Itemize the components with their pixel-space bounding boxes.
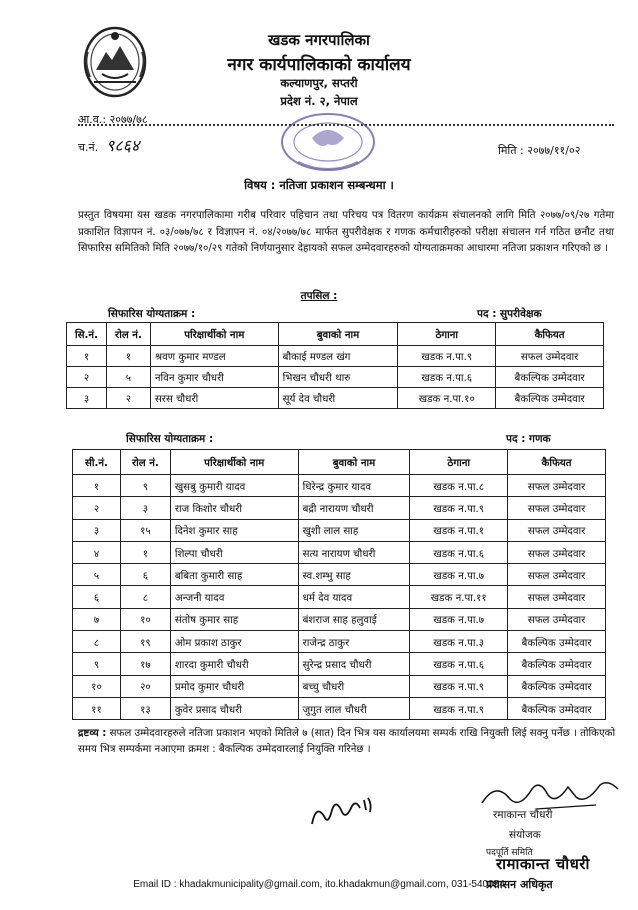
- cell-address: खडक न.पा.९: [410, 697, 508, 719]
- cell-sn: ५: [73, 564, 121, 586]
- cell-roll: १७: [120, 653, 170, 675]
- table-row: [73, 519, 606, 541]
- cell-roll: ६: [120, 564, 170, 586]
- table-row: [67, 367, 604, 388]
- letter-date: मिति : २०७७/११/०२: [498, 144, 581, 157]
- cell-candidate: ओम प्रकाश ठाकुर: [170, 631, 298, 653]
- col-roll: रोल नं.: [106, 323, 150, 346]
- cell-address: खडक न.पा.६: [410, 541, 508, 563]
- col-remarks: कैफियत: [496, 323, 604, 346]
- cell-candidate: राज किशोर चौधरी: [170, 497, 298, 519]
- subject-line: विषय : नतिजा प्रकाशन सम्बन्धमा ।: [244, 178, 394, 192]
- cell-father: सत्य नारायण चौधरी: [298, 541, 410, 563]
- cell-candidate: श्रवण कुमार मण्डल: [150, 346, 278, 367]
- table-row: [67, 388, 604, 409]
- cell-roll: २: [106, 388, 150, 409]
- cell-remarks: बैकल्पिक उम्मेदवार: [508, 653, 606, 675]
- cell-sn: ३: [67, 388, 107, 409]
- cell-remarks: सफल उम्मेदवार: [508, 586, 606, 608]
- cell-candidate: दिनेश कुमार साह: [170, 519, 298, 541]
- section2-post: पद : गणक: [506, 433, 551, 445]
- signatory-role: संयोजक: [509, 829, 541, 841]
- cell-candidate: अन्जनी यादव: [170, 586, 298, 608]
- cell-address: खडक न.पा.९: [398, 346, 496, 367]
- signatory-name: रमाकान्त चौधरी: [493, 809, 553, 821]
- note-text: सफल उम्मेदवारहरुले नतिजा प्रकाशन भएको मितिले ७ (सात) दिन भित्र यस कार्यालयमा सम्पर्क राखि नियुक्ती लिई सक्नु पर्नेछ । तोकिएको समय भित्र सम्पर्कमा नआएमा क्रमश : बैकल्पिक उम्मेदवारलाई नियुक्ति गरिनेछ ।: [78, 728, 616, 755]
- cell-sn: ६: [73, 586, 121, 608]
- table-row: [73, 497, 606, 519]
- table-row: [67, 346, 604, 367]
- cell-father: सुरेन्द्र प्रसाद चौधरी: [298, 653, 410, 675]
- cell-address: खडक न.पा.१: [410, 519, 508, 541]
- office-name: नगर कार्यपालिकाको कार्यालय: [227, 55, 411, 75]
- table-row: [73, 475, 606, 497]
- note-paragraph: [78, 726, 618, 758]
- cell-remarks: बैकल्पिक उम्मेदवार: [508, 697, 606, 719]
- cell-remarks: बैकल्पिक उम्मेदवार: [496, 388, 604, 409]
- cell-candidate: प्रमोद कुमार चौधरी: [170, 675, 298, 697]
- cell-father: बच्चु चौधरी: [298, 675, 410, 697]
- col-father: बुवाको नाम: [278, 323, 398, 346]
- cell-remarks: सफल उम्मेदवार: [508, 564, 606, 586]
- body-paragraph: प्रस्तुत विषयमा यस खडक नगरपालिकामा गरीब परिवार पहिचान तथा परिचय पत्र वितरण कार्यक्रम संचालनको लागि मिति २०७७/०९/२७ गतेमा प्रकाशित विज्ञापन नं. ०३/०७७/७८ र विज्ञापन नं. ०४/२०७७/७८ मार्फत सुपरीवेक्षक र गणक कर्मचारीहरुको परीक्षा संचालन गर्न गठित छनौट तथा सिफारिस समितिको मिति २०७७/१०/२९ गतेको निर्णयानुसार देहायको सफल उम्मेदवारहरुको योग्यताक्रमका आधारमा नतिजा प्रकाशन गरिएको छ ।: [78, 210, 614, 254]
- cell-address: खडक न.पा.८: [410, 475, 508, 497]
- table-row: [73, 586, 606, 608]
- cell-roll: १: [106, 346, 150, 367]
- table-row: [73, 564, 606, 586]
- cell-address: खडक न.पा.६: [410, 653, 508, 675]
- table-row: [73, 675, 606, 697]
- cell-remarks: सफल उम्मेदवार: [508, 541, 606, 563]
- cell-candidate: शारदा कुमारी चौधरी: [170, 653, 298, 675]
- org-name: खडक नगरपालिका: [268, 31, 370, 49]
- ref-label: च.नं.: [78, 141, 99, 154]
- cell-candidate: बबिता कुमारी साह: [170, 564, 298, 586]
- cell-address: खडक न.पा.३: [410, 631, 508, 653]
- cell-father: जुगुत लाल चौधरी: [298, 697, 410, 719]
- table-header-row: [67, 323, 604, 346]
- cell-candidate: कुवेर प्रसाद चौधरी: [170, 697, 298, 719]
- cell-sn: ७: [73, 608, 121, 630]
- col-roll: रोल नं.: [120, 450, 170, 475]
- cell-address: खडक न.पा.७: [410, 564, 508, 586]
- cell-father: बंशराज साह हलुवाई: [298, 608, 410, 630]
- table-row: [73, 631, 606, 653]
- cell-address: खडक न.पा.७: [410, 608, 508, 630]
- stamp-committee: पदपूर्ति समिति: [486, 848, 533, 858]
- cell-roll: ८: [120, 586, 170, 608]
- cell-sn: २: [67, 367, 107, 388]
- col-candidate: परिक्षार्थीको नाम: [150, 323, 278, 346]
- cell-remarks: बैकल्पिक उम्मेदवार: [508, 631, 606, 653]
- office-province: प्रदेश नं. २, नेपाल: [280, 94, 358, 108]
- table-row: [73, 697, 606, 719]
- cell-father: राजेन्द्र ठाकुर: [298, 631, 410, 653]
- cell-roll: ३: [120, 497, 170, 519]
- cell-roll: १३: [120, 697, 170, 719]
- stamp-title: प्रशासन अधिकृत: [486, 878, 553, 891]
- col-father: बुवाको नाम: [298, 450, 410, 475]
- cell-address: खडक न.पा.११: [410, 586, 508, 608]
- cell-remarks: सफल उम्मेदवार: [496, 346, 604, 367]
- cell-father: भिखन चौधरी थारु: [278, 367, 398, 388]
- fiscal-year: आ.व.: २०७७/७८: [78, 113, 148, 126]
- office-address: कल्याणपुर, सप्तरी: [280, 76, 358, 90]
- col-address: ठेगाना: [410, 450, 508, 475]
- ref-number: ९८६४: [106, 136, 140, 155]
- cell-sn: १०: [73, 675, 121, 697]
- col-address: ठेगाना: [398, 323, 496, 346]
- cell-sn: ३: [73, 519, 121, 541]
- cell-sn: २: [73, 497, 121, 519]
- cell-sn: १: [73, 475, 121, 497]
- handwritten-signature-icon: [306, 790, 386, 832]
- cell-roll: २०: [120, 675, 170, 697]
- section1-title: सिफारिस योग्यताक्रम :: [108, 308, 196, 320]
- cell-remarks: बैकल्पिक उम्मेदवार: [496, 367, 604, 388]
- cell-remarks: सफल उम्मेदवार: [508, 497, 606, 519]
- cell-roll: १५: [120, 519, 170, 541]
- cell-candidate: नविन कुमार चौधरी: [150, 367, 278, 388]
- cell-address: खडक न.पा.६: [398, 367, 496, 388]
- cell-roll: १०: [120, 608, 170, 630]
- cell-candidate: शिल्पा चौधरी: [170, 541, 298, 563]
- cell-father: स्व.शम्भु साह: [298, 564, 410, 586]
- cell-candidate: सरस चौधरी: [150, 388, 278, 409]
- footer-contact: Email ID : khadakmunicipality@gmail.com, ito.khadakmun@gmail.com, 031-540054: [133, 879, 505, 890]
- cell-father: धिरेन्द्र कुमार यादव: [298, 475, 410, 497]
- header-divider: [78, 124, 614, 126]
- cell-address: खडक न.पा.१०: [398, 388, 496, 409]
- cell-address: खडक न.पा.९: [410, 675, 508, 697]
- col-remarks: कैफियत: [508, 450, 606, 475]
- cell-sn: ११: [73, 697, 121, 719]
- cell-father: बद्री नारायण चौधरी: [298, 497, 410, 519]
- cell-address: खडक न.पा.९: [410, 497, 508, 519]
- table-header-row: [73, 450, 606, 475]
- table-row: [73, 541, 606, 563]
- cell-remarks: बैकल्पिक उम्मेदवार: [508, 675, 606, 697]
- table-row: [73, 653, 606, 675]
- col-sn: सि.नं.: [67, 323, 107, 346]
- cell-roll: १९: [120, 631, 170, 653]
- enumerator-results-table: [72, 449, 606, 720]
- cell-sn: ९: [73, 653, 121, 675]
- cell-sn: ४: [73, 541, 121, 563]
- supervisor-results-table: [66, 322, 604, 409]
- details-heading: तपसिल :: [300, 290, 338, 302]
- cell-father: सूर्य देव चौधरी: [278, 388, 398, 409]
- section1-post: पद : सुपरीवेक्षक: [477, 308, 542, 320]
- cell-roll: ९: [120, 475, 170, 497]
- cell-father: धर्म देव यादव: [298, 586, 410, 608]
- cell-father: खुशी लाल साह: [298, 519, 410, 541]
- cell-roll: ५: [106, 367, 150, 388]
- cell-sn: ८: [73, 631, 121, 653]
- cell-remarks: सफल उम्मेदवार: [508, 475, 606, 497]
- cell-roll: १: [120, 541, 170, 563]
- cell-candidate: संतोष कुमार साह: [170, 608, 298, 630]
- cell-remarks: सफल उम्मेदवार: [508, 519, 606, 541]
- cell-sn: १: [67, 346, 107, 367]
- cell-remarks: सफल उम्मेदवार: [508, 608, 606, 630]
- cell-candidate: खुसबु कुमारी यादव: [170, 475, 298, 497]
- table-row: [73, 608, 606, 630]
- stamp-name: रामाकान्त चौधरी: [496, 855, 590, 873]
- cell-father: बौकाई मण्डल खंग: [278, 346, 398, 367]
- office-stamp-icon: [268, 104, 388, 176]
- col-candidate: परिक्षार्थीको नाम: [170, 450, 298, 475]
- note-label: द्रष्टव्य :: [78, 728, 107, 739]
- col-sn: सी.नं.: [73, 450, 121, 475]
- section2-title: सिफारिस योग्यताक्रम :: [126, 433, 214, 445]
